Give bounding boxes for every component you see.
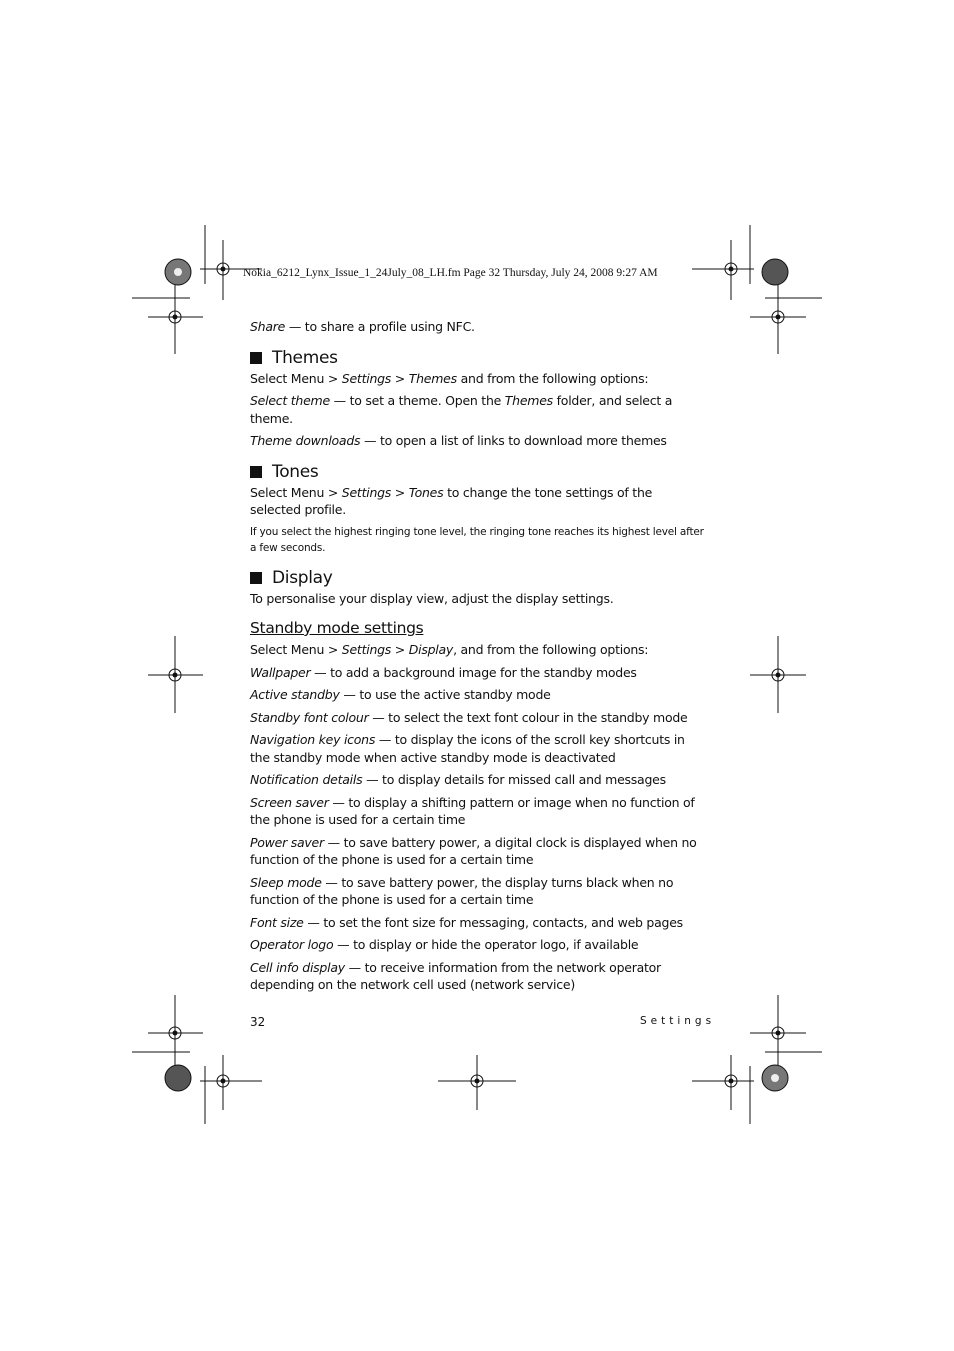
option-description: — to use the active standby mode xyxy=(339,687,551,702)
option-term: Font size xyxy=(250,914,304,930)
menu-label: Menu xyxy=(290,484,325,500)
option-description: — to set a theme. Open the xyxy=(329,393,505,408)
heading-text: Display xyxy=(272,567,333,588)
list-item xyxy=(250,936,705,954)
text: Select xyxy=(250,642,291,657)
option-term: Select theme xyxy=(250,393,330,408)
list-item xyxy=(250,686,705,704)
option-term: Sleep mode xyxy=(250,874,322,890)
text: to change the tone settings of the selected profile. xyxy=(250,484,653,517)
menu-item-label: Tones xyxy=(408,484,444,500)
heading-text: Themes xyxy=(272,347,338,368)
list-item xyxy=(250,709,705,727)
option-term: Power saver xyxy=(250,834,324,850)
separator: > xyxy=(324,642,342,657)
menu-item-label: Themes xyxy=(408,370,457,386)
option-term: Active standby xyxy=(250,687,340,702)
option-term: Operator logo xyxy=(250,937,334,952)
display-intro: To personalise your display view, adjust the display settings. xyxy=(250,590,614,606)
text: , and from the following options: xyxy=(453,642,649,657)
option-description: — to save battery power, a digital clock is displayed when no function of the phone is used for a certain time xyxy=(250,834,697,867)
option-description: — to open a list of links to download more themes xyxy=(360,433,667,448)
option-description: — to receive information from the network operator depending on the network cell used (network service) xyxy=(250,959,661,992)
option-term: Share xyxy=(250,319,286,334)
folder-name: Themes xyxy=(504,393,553,408)
themes-select-path xyxy=(250,370,705,388)
separator: > xyxy=(324,484,342,500)
tones-select-path xyxy=(250,484,705,519)
option-term: Theme downloads xyxy=(250,433,361,448)
list-item xyxy=(250,874,705,909)
bullet-square-icon xyxy=(250,466,262,478)
option-term: Notification details xyxy=(250,772,363,787)
menu-label: Menu xyxy=(290,642,325,657)
option-description: — to display the icons of the scroll key shortcuts in the standby mode when active standby mode is deactivated xyxy=(250,732,685,765)
option-description: — to save battery power, the display turns black when no function of the phone is used for a certain time xyxy=(250,874,674,907)
option-description: — to add a background image for the standby modes xyxy=(310,664,637,680)
subheading-standby-mode-settings: Standby mode settings xyxy=(250,619,424,637)
tones-note: If you select the highest ringing tone level, the ringing tone reaches its highest level after a few seconds. xyxy=(250,525,704,554)
option-description: folder, and select a theme. xyxy=(250,393,673,426)
option-term: Screen saver xyxy=(250,794,329,810)
section-heading-themes xyxy=(250,348,705,368)
list-item xyxy=(250,771,705,789)
themes-option-theme-downloads xyxy=(250,432,705,450)
heading-text: Tones xyxy=(272,461,319,482)
option-description: — to display a shifting pattern or image when no function of the phone is used for a certain time xyxy=(250,794,695,827)
list-item xyxy=(250,794,705,829)
settings-label: Settings xyxy=(341,484,392,500)
section-heading-tones xyxy=(250,462,705,482)
settings-label: Settings xyxy=(341,370,392,386)
option-description: — to display or hide the operator logo, if available xyxy=(333,937,639,952)
settings-label: Settings xyxy=(341,642,392,657)
separator: > xyxy=(391,642,409,657)
page-body xyxy=(250,318,705,999)
menu-label: Menu xyxy=(290,370,325,386)
themes-option-select-theme xyxy=(250,392,705,427)
share-option xyxy=(250,318,705,336)
list-item xyxy=(250,959,705,994)
text: Select xyxy=(250,484,291,500)
menu-item-label: Display xyxy=(408,642,454,657)
slug-line: Nokia_6212_Lynx_Issue_1_24July_08_LH.fm Page 32 Thursday, July 24, 2008 9:27 AM xyxy=(243,267,658,279)
option-term: Standby font colour xyxy=(250,709,369,725)
page-number: 32 xyxy=(250,1015,266,1029)
option-term: Wallpaper xyxy=(250,664,311,680)
bullet-square-icon xyxy=(250,352,262,364)
list-item xyxy=(250,914,705,932)
display-options-list xyxy=(250,664,705,994)
list-item xyxy=(250,834,705,869)
list-item xyxy=(250,731,705,766)
separator: > xyxy=(324,370,342,386)
option-description: — to select the text font colour in the standby mode xyxy=(368,709,688,725)
option-description: — to set the font size for messaging, contacts, and web pages xyxy=(303,914,683,930)
section-heading-display xyxy=(250,568,705,588)
option-description: — to display details for missed call and messages xyxy=(362,772,666,787)
separator: > xyxy=(391,484,409,500)
text: Select xyxy=(250,370,291,386)
section-name: Settings xyxy=(640,1015,716,1027)
list-item xyxy=(250,664,705,682)
text: and from the following options: xyxy=(456,370,649,386)
option-description: — to share a profile using NFC. xyxy=(285,319,475,334)
display-select-path xyxy=(250,641,705,659)
option-term: Navigation key icons xyxy=(250,732,376,747)
option-term: Cell info display xyxy=(250,959,345,975)
bullet-square-icon xyxy=(250,572,262,584)
separator: > xyxy=(391,370,409,386)
